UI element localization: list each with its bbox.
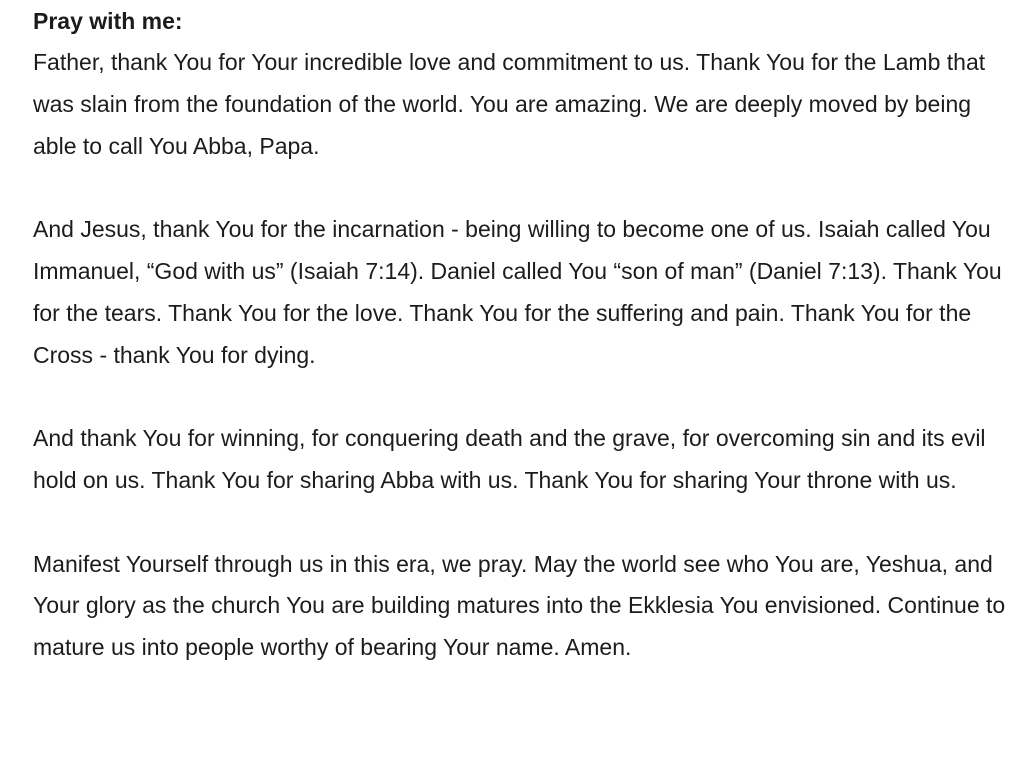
prayer-paragraph-1: Father, thank You for Your incredible love and commitment to us. Thank You for the Lamb that was slain from the foundation of the world. You are amazing. We are deeply moved by being able to call You Abba, Papa. <box>33 49 986 159</box>
prayer-paragraph-2: And Jesus, thank You for the incarnation - being willing to become one of us. Isaiah called You Immanuel, “God with us” (Isaiah 7:14). Daniel called You “son of man” (Daniel 7:13). Thank You for the tears. Thank You for the love. Thank You for the suffering and pain. Thank You for the Cross - thank You for dying. <box>33 216 1002 368</box>
prayer-heading: Pray with me: <box>33 8 183 34</box>
prayer-paragraph-3: And thank You for winning, for conquering death and the grave, for overcoming sin and its evil hold on us. Thank You for sharing Abba with us. Thank You for sharing Your throne with us. <box>33 425 986 493</box>
prayer-document <box>33 0 1008 669</box>
prayer-paragraph-4: Manifest Yourself through us in this era, we pray. May the world see who You are, Yeshua, and Your glory as the church You are building matures into the Ekklesia You envisioned. Continue to mature us into people worthy of bearing Your name. Amen. <box>33 550 1006 661</box>
